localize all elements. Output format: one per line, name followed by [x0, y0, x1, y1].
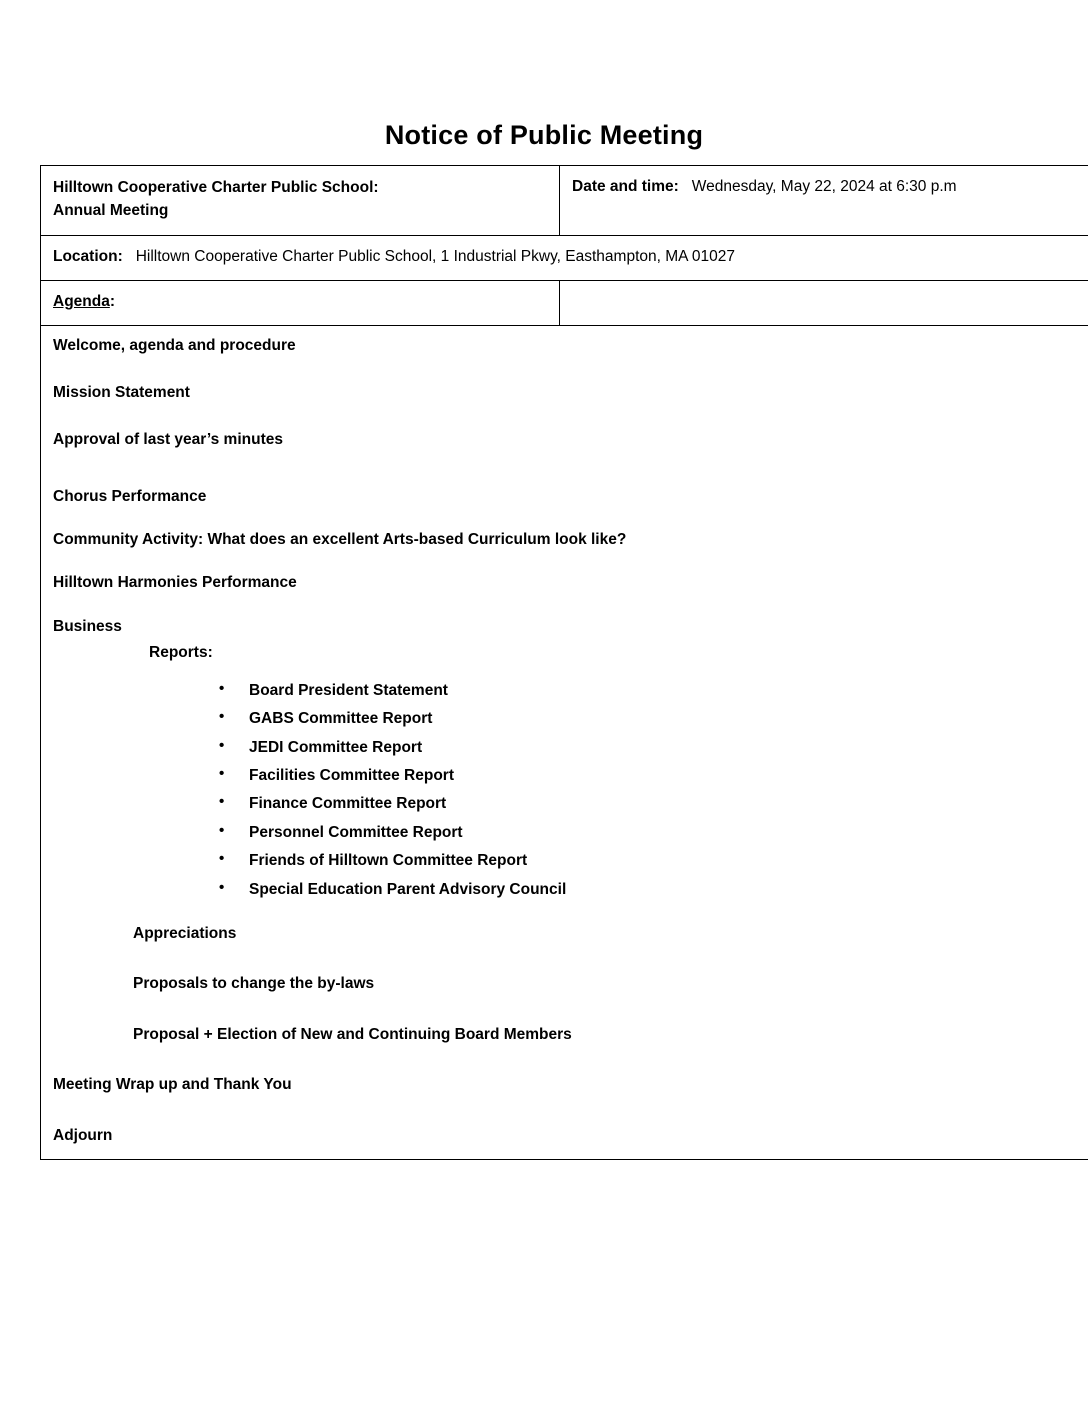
agenda-sub-item: Proposal + Election of New and Continuing Board Members — [133, 1025, 572, 1043]
list-item: • Facilities Committee Report — [53, 766, 1086, 785]
table-row-header — [41, 166, 1088, 236]
list-item: • Finance Committee Report — [53, 794, 1086, 813]
table-row-agenda-body — [41, 326, 1088, 1160]
agenda-label-empty-cell — [560, 280, 1088, 325]
organization-line-2: Annual Meeting — [53, 202, 169, 220]
agenda-label: Agenda — [53, 292, 110, 310]
agenda-label-colon: : — [109, 292, 116, 310]
table-row-agenda-label — [41, 280, 1088, 325]
list-item: • Board President Statement — [53, 681, 1086, 700]
agenda-item: Adjourn — [53, 1126, 113, 1144]
datetime-value: Wednesday, May 22, 2024 at 6:30 p.m — [691, 178, 957, 195]
table-row-location — [41, 235, 1088, 280]
organization-line-1: Hilltown Cooperative Charter Public School: — [53, 179, 379, 196]
agenda-sub-item: Appreciations — [133, 924, 237, 942]
agenda-item: Mission Statement — [53, 384, 190, 402]
list-item: • Personnel Committee Report — [53, 823, 1086, 842]
location-value: Hilltown Cooperative Charter Public School, 1 Industrial Pkwy, Easthampton, MA 01027 — [135, 247, 736, 265]
list-item: • Friends of Hilltown Committee Report — [53, 851, 1086, 870]
datetime-label: Date and time: — [572, 178, 679, 195]
location-label: Location: — [53, 247, 123, 265]
agenda-item: Community Activity: What does an excellent Arts-based Curriculum look like? — [53, 531, 627, 549]
agenda-item: Meeting Wrap up and Thank You — [53, 1076, 292, 1094]
agenda-label-cell — [41, 280, 560, 325]
agenda-item: Approval of last year’s minutes — [53, 431, 283, 449]
agenda-item: Welcome, agenda and procedure — [53, 337, 296, 355]
agenda-sub-item: Proposals to change the by-laws — [133, 975, 375, 993]
reports-list — [53, 681, 1086, 899]
page-title: Notice of Public Meeting — [384, 120, 704, 150]
list-item: • JEDI Committee Report — [53, 738, 1086, 757]
reports-heading: Reports: — [149, 644, 213, 662]
agenda-body-cell — [41, 326, 1088, 1160]
list-item: • Special Education Parent Advisory Council — [53, 880, 1086, 899]
datetime-cell — [560, 166, 1088, 236]
notice-table — [40, 165, 1088, 1160]
agenda-item: Hilltown Harmonies Performance — [53, 574, 297, 592]
list-item: • GABS Committee Report — [53, 709, 1086, 728]
agenda-item: Chorus Performance — [53, 488, 207, 506]
agenda-item-business: Business — [53, 617, 122, 635]
location-cell — [41, 235, 1088, 280]
organization-cell — [41, 166, 560, 236]
